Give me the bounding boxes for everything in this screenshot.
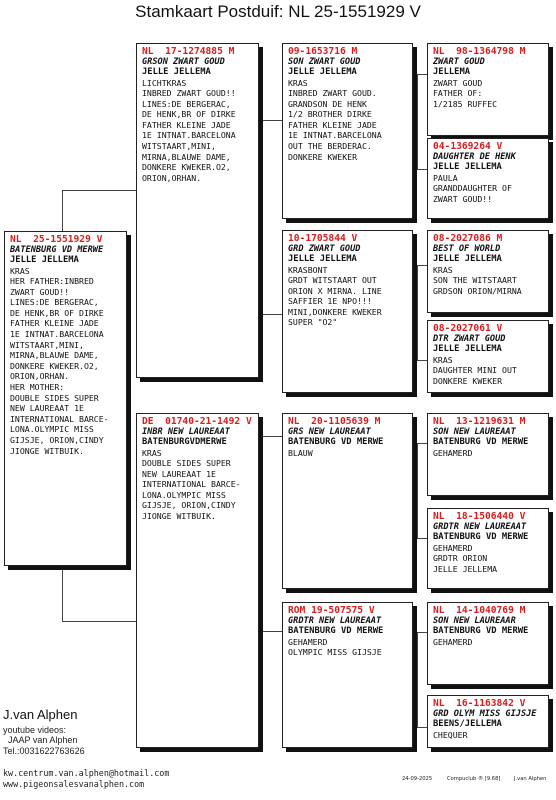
connector: [262, 631, 282, 632]
info-line: WITSTAART,MINI,: [142, 141, 216, 152]
connector: [62, 566, 63, 622]
pigeon-info: [288, 637, 408, 658]
pigeon-card-dds[interactable]: [427, 602, 549, 685]
pigeon-card-sss[interactable]: [427, 43, 549, 136]
info-line: DOUBLE SIDES SUPER: [142, 458, 231, 469]
connector: [417, 265, 418, 361]
ring-number: 04-1369264 V: [433, 141, 503, 152]
info-line: LONA.OLYMPIC MISS: [10, 424, 94, 435]
breeder-name: BATENBURGVDMERWE: [142, 437, 227, 447]
breeder-name: BATENBURG VD MERWE: [433, 437, 529, 447]
info-line: FATHER OF:: [433, 88, 483, 99]
breeder-name: JELLE JELLEMA: [433, 162, 502, 172]
info-line: DE HENK,BR OF DIRKE: [142, 109, 236, 120]
pigeon-card-dam-dam[interactable]: [282, 602, 413, 748]
info-line: LINES:DE BERGERAC,: [10, 297, 99, 308]
info-line: OUT THE BERDERAC.: [288, 141, 372, 152]
connector: [417, 443, 418, 539]
connector: [262, 314, 282, 315]
info-line: ZWART GOUD: [433, 77, 483, 88]
info-line: JIONGE WITBUIK.: [142, 511, 216, 522]
breeder-name: JELLE JELLEMA: [288, 67, 357, 77]
info-line: HER MOTHER:: [10, 382, 65, 393]
pigeon-name: ZWART GOUD: [433, 57, 485, 67]
ring-number: NL 13-1219631 M: [433, 416, 526, 427]
ring-number: DE 01740-21-1492 V: [142, 416, 252, 427]
info-line: 1E INTNAT.BARCELONA: [288, 130, 382, 141]
connector: [417, 443, 427, 444]
info-line: SON THE WITSTAART: [433, 275, 517, 286]
breeder-name: JELLE JELLEMA: [10, 255, 79, 265]
connector: [417, 632, 427, 633]
pigeon-card-sds[interactable]: [427, 230, 549, 313]
pigeon-info: [433, 637, 544, 648]
pigeon-card-ssd[interactable]: [427, 138, 549, 219]
info-line: DOUBLE SIDES SUPER: [10, 392, 99, 403]
ring-number: NL 16-1163842 V: [433, 698, 526, 709]
pigeon-card-dam-sire[interactable]: [282, 413, 413, 589]
breeder-name: JELLEMA: [433, 67, 471, 77]
pigeon-info: [288, 265, 408, 329]
footer-author: J.van Alphen: [514, 776, 547, 782]
connector: [262, 219, 263, 315]
connector: [262, 120, 263, 220]
pigeon-card-dsd[interactable]: [427, 508, 549, 589]
pigeon-name: GRDTR NEW LAUREAAT: [288, 616, 382, 626]
connector: [62, 190, 63, 231]
pigeon-name: BATENBURG VD MERWE: [10, 245, 104, 255]
connector: [417, 727, 427, 728]
pigeon-name: GRDTR NEW LAUREAAT: [433, 522, 527, 532]
info-line: NEW LAUREAAT 1E: [10, 403, 84, 414]
ring-number: 08-2027061 V: [433, 323, 503, 334]
info-line: KRASBONT: [288, 264, 328, 275]
info-line: DONKERE KWEKER: [288, 151, 358, 162]
pigeon-name: SON NEW LAUREAAR: [433, 616, 516, 626]
info-line: WITSTAART,MINI,: [10, 339, 84, 350]
info-line: ORION,ORHAN.: [10, 371, 70, 382]
breeder-name: BATENBURG VD MERWE: [433, 626, 529, 636]
info-line: NEW LAUREAAT 1E: [142, 468, 216, 479]
footer-software: Compuclub ® [9.68]: [447, 776, 501, 782]
breeder-name: BEENS/JELLEMA: [433, 719, 502, 729]
info-line: MINI,DONKERE KWEKER: [288, 306, 382, 317]
pigeon-info: [433, 543, 544, 575]
pigeon-name: GRD OLYM MISS GIJSJE: [433, 709, 537, 719]
info-line: MIRNA,BLAUWE DAME,: [10, 350, 99, 361]
pigeon-info: [433, 265, 544, 297]
connector: [417, 632, 418, 728]
connector: [262, 436, 263, 536]
info-line: DAUGHTER MINI OUT: [433, 365, 517, 376]
info-line: INBRED ZWART GOUD!!: [142, 88, 236, 99]
ring-number: NL 25-1551929 V: [10, 234, 103, 245]
pigeon-name: GRSON ZWART GOUD: [142, 57, 225, 67]
info-line: FATHER KLEINE JADE: [10, 318, 99, 329]
ring-number: NL 18-1506440 V: [433, 511, 526, 522]
info-line: LINES:DE BERGERAC,: [142, 98, 231, 109]
info-line: DONKERE KWEKER.O2,: [142, 162, 231, 173]
info-line: ORION X MIRNA. LINE: [288, 285, 382, 296]
info-line: GEHAMERD: [433, 447, 473, 458]
info-line: GIJSJE, ORION,CINDY: [10, 435, 104, 445]
info-line: KRAS: [433, 264, 453, 275]
pigeon-info: [433, 448, 544, 459]
info-line: FATHER KLEINE JADE: [288, 119, 377, 130]
breeder-name: JELLE JELLEMA: [142, 67, 211, 77]
info-line: FATHER KLEINE JADE: [142, 119, 231, 130]
ring-number: NL 14-1040769 M: [433, 605, 526, 616]
info-line: ZWART GOUD!!: [433, 193, 493, 204]
ring-number: 09-1653716 M: [288, 46, 358, 57]
website-link[interactable]: www.pigeonsalesvanalphen.com: [3, 779, 145, 789]
pigeon-info: [433, 730, 544, 741]
page-title: Stamkaart Postduif: NL 25-1551929 V: [135, 2, 421, 21]
youtube-label: youtube videos:: [3, 725, 67, 735]
ring-number: NL 98-1364798 M: [433, 46, 526, 57]
pigeon-info: [433, 173, 544, 205]
info-line: 1E INTNAT.BARCELONA: [10, 329, 104, 340]
connector: [417, 538, 427, 539]
pigeon-info: [288, 448, 408, 459]
info-line: GRDSON ORION/MIRNA: [433, 285, 522, 296]
pigeon-info: [10, 266, 122, 457]
pigeon-name: SON NEW LAUREAAT: [433, 427, 516, 437]
pigeon-card-dam[interactable]: [136, 413, 259, 748]
pigeon-name: DAUGHTER DE HENK: [433, 152, 516, 162]
info-line: JELLE JELLEMA: [433, 563, 498, 574]
info-line: OLYMPIC MISS GIJSJE: [288, 647, 382, 658]
info-line: GRDT WITSTAART OUT: [288, 275, 377, 286]
info-line: DE HENK,BR OF DIRKE: [10, 307, 104, 318]
breeder-name: BATENBURG VD MERWE: [288, 626, 384, 636]
footer-date: 24-09-2025: [402, 776, 433, 782]
pigeon-info: [433, 78, 544, 110]
pigeon-name: GRD ZWART GOUD: [288, 244, 361, 254]
breeder-name: JELLE JELLEMA: [288, 254, 357, 264]
pigeon-info: [433, 355, 544, 387]
pigeon-info: [142, 448, 254, 522]
ring-number: ROM 19-507575 V: [288, 605, 375, 616]
ring-number: NL 17-1274885 M: [142, 46, 235, 57]
info-line: MIRNA,BLAUWE DAME,: [142, 151, 231, 162]
breeder-name: JELLE JELLEMA: [433, 254, 502, 264]
ring-number: NL 20-1105639 M: [288, 416, 381, 427]
connector: [262, 120, 282, 121]
info-line: 1E INTNAT.BARCELONA: [142, 130, 236, 141]
info-line: KRAS: [288, 77, 308, 88]
info-line: GEHAMERD: [288, 636, 328, 647]
info-line: LICHTKRAS: [142, 77, 187, 88]
pigeon-card-ddd[interactable]: [427, 695, 549, 748]
pigeon-card-dss[interactable]: [427, 413, 549, 496]
breeder-name: BATENBURG VD MERWE: [433, 532, 529, 542]
info-line: BLAUW: [288, 447, 313, 458]
info-line: INTERNATIONAL BARCE-: [142, 479, 241, 490]
pigeon-name: SON ZWART GOUD: [288, 57, 361, 67]
info-line: KRAS: [142, 447, 162, 458]
pigeon-card-sdd[interactable]: [427, 320, 549, 393]
owner-name: J.van Alphen: [3, 707, 78, 722]
youtube-name: JAAP van Alphen: [3, 735, 78, 745]
info-line: ORION,ORHAN.: [142, 172, 202, 183]
info-line: GEHAMERD: [433, 542, 473, 553]
pigeon-card-sire[interactable]: [136, 43, 259, 378]
breeder-name: JELLE JELLEMA: [433, 344, 502, 354]
connector: [417, 74, 418, 170]
pigeon-card-sire-sire[interactable]: [282, 43, 413, 219]
connector: [62, 190, 136, 191]
info-line: KRAS: [10, 265, 30, 276]
info-line: 1/2 BROTHER DIRKE: [288, 109, 372, 120]
connector: [262, 536, 263, 632]
connector: [62, 621, 136, 622]
info-line: GEHAMERD: [433, 636, 473, 647]
pigeon-info: [142, 78, 254, 184]
pigeon-info: [288, 78, 408, 163]
info-line: HER FATHER:INBRED: [10, 276, 94, 287]
pigeon-name: GRS NEW LAUREAAT: [288, 427, 371, 437]
info-line: SUPER "O2": [288, 317, 338, 328]
connector: [417, 74, 427, 75]
pigeon-card-sire-dam[interactable]: [282, 230, 413, 393]
ring-number: 08-2027086 M: [433, 233, 503, 244]
pigeon-name: INBR NEW LAUREAAT: [142, 427, 230, 437]
breeder-name: BATENBURG VD MERWE: [288, 437, 384, 447]
info-line: GIJSJE, ORION,CINDY: [142, 500, 236, 511]
info-line: 1/2185 RUFFEC: [433, 98, 498, 109]
email-link[interactable]: kw.centrum.van.alphen@hotmail.com: [3, 768, 170, 778]
info-line: JIONGE WITBUIK.: [10, 445, 84, 456]
info-line: KRAS: [433, 354, 453, 365]
connector: [417, 169, 427, 170]
info-line: DONKERE KWEKER.O2,: [10, 360, 99, 371]
pigeon-card-main[interactable]: [4, 231, 127, 566]
connector: [262, 436, 282, 437]
info-line: INTERNATIONAL BARCE-: [10, 413, 109, 424]
connector: [417, 265, 427, 266]
pigeon-name: DTR ZWART GOUD: [433, 334, 506, 344]
ring-number: 10-1705844 V: [288, 233, 358, 244]
info-line: GRANDSON DE HENK: [288, 98, 367, 109]
info-line: ZWART GOUD!!: [10, 286, 70, 297]
info-line: INBRED ZWART GOUD.: [288, 88, 377, 99]
info-line: DONKERE KWEKER: [433, 375, 503, 386]
info-line: GRDTR ORION: [433, 553, 488, 564]
info-line: PAULA: [433, 172, 458, 183]
info-line: SAFFIER 1E NPO!!!: [288, 296, 372, 307]
info-line: CHEQUER: [433, 729, 468, 740]
pigeon-name: BEST OF WORLD: [433, 244, 501, 254]
info-line: GRANDDAUGHTER OF: [433, 183, 512, 194]
telephone: Tel.:0031622763626: [3, 746, 85, 756]
connector: [417, 360, 427, 361]
info-line: LONA.OLYMPIC MISS: [142, 489, 226, 500]
